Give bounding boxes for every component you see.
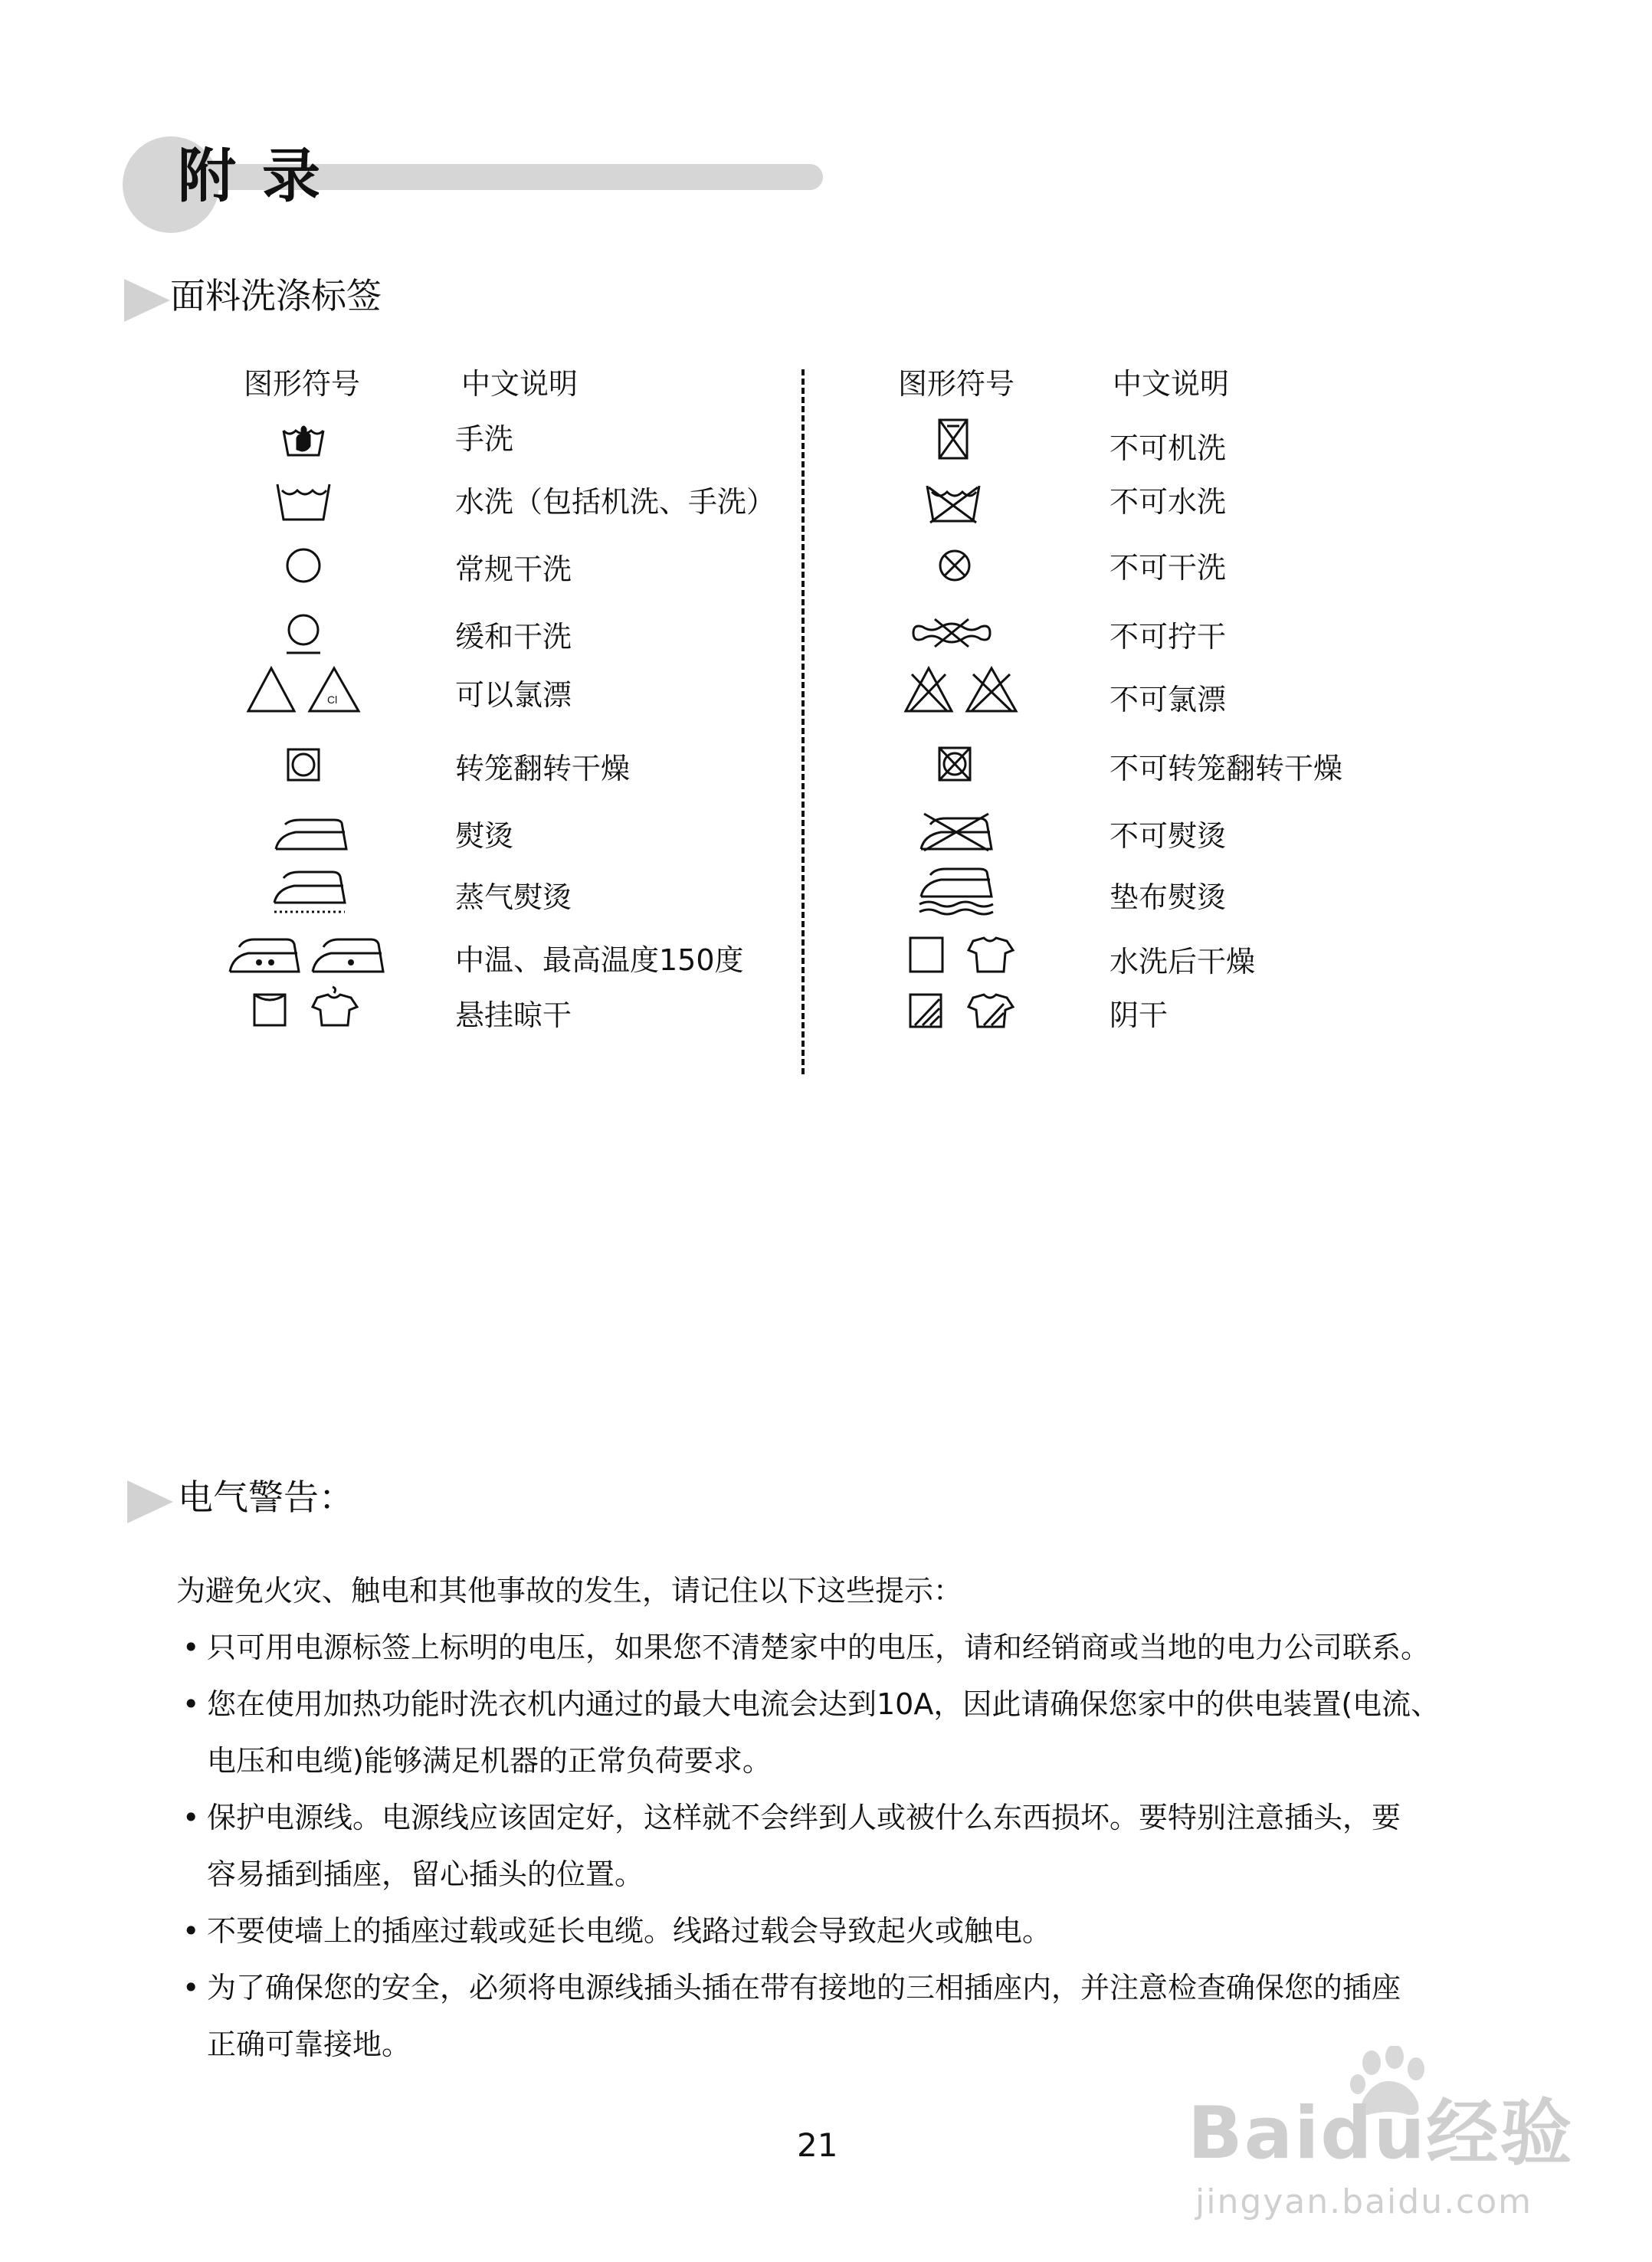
right-desc-10: 阴干 — [1110, 998, 1169, 1032]
page-title: 附录 — [178, 142, 346, 210]
section-arrow-icon — [124, 279, 170, 322]
left-desc-2: 水洗（包括机洗、手洗） — [455, 485, 776, 519]
no-wash-icon — [926, 484, 981, 524]
right-desc-1: 不可机洗 — [1110, 431, 1227, 465]
right-desc-2: 不可水洗 — [1110, 485, 1227, 519]
bullet-2-line-2: 电压和电缆)能够满足机器的正常负荷要求。 — [207, 1744, 772, 1778]
right-desc-4: 不可拧干 — [1110, 620, 1227, 654]
cl-label: Cl — [327, 693, 338, 706]
warning-intro: 为避免火灾、触电和其他事故的发生，请记住以下这些提示： — [176, 1574, 963, 1608]
bullet-icon: • — [182, 1687, 200, 1721]
left-symbol-header: 图形符号 — [244, 367, 361, 401]
gentle-dry-clean-icon — [285, 613, 322, 656]
bullet-3-line-2: 容易插到插座，留心插头的位置。 — [207, 1857, 644, 1891]
left-desc-5: 可以氯漂 — [455, 678, 572, 712]
hand-wash-icon — [282, 420, 325, 457]
wash-tub-icon — [276, 483, 331, 521]
bullet-2-line-1: 您在使用加热功能时洗衣机内通过的最大电流会达到10A，因此请确保您家中的供电装置(电流、 — [207, 1687, 1441, 1721]
dry-after-wash-icon — [909, 935, 1024, 975]
bullet-icon: • — [182, 1801, 200, 1834]
watermark-url: jingyan.baidu.com — [1195, 2182, 1533, 2221]
left-desc-8: 蒸气熨烫 — [455, 880, 572, 914]
tumble-dry-icon — [287, 748, 320, 782]
steam-iron-icon — [270, 869, 349, 915]
left-desc-6: 转笼翻转干燥 — [455, 752, 631, 785]
bullet-1-line-1: 只可用电源标签上标明的电压，如果您不清楚家中的电压，请和经销商或当地的电力公司联系。 — [207, 1631, 1431, 1664]
right-desc-3: 不可干洗 — [1110, 551, 1227, 585]
left-desc-header: 中文说明 — [461, 367, 579, 401]
right-desc-header: 中文说明 — [1113, 367, 1230, 401]
iron-medium-temp-icon — [228, 936, 386, 973]
watermark-brand: Baidu经验 — [1188, 2092, 1574, 2175]
left-desc-3: 常规干洗 — [455, 552, 572, 586]
cloth-iron-icon — [916, 866, 996, 916]
section-heading-electrical: 电气警告： — [178, 1477, 354, 1518]
bullet-icon: • — [182, 1631, 200, 1664]
dry-clean-circle-icon — [285, 547, 322, 584]
bullet-5-line-2: 正确可靠接地。 — [207, 2028, 411, 2061]
left-desc-10: 悬挂晾干 — [455, 998, 572, 1032]
right-symbol-header: 图形符号 — [898, 367, 1015, 401]
left-desc-4: 缓和干洗 — [455, 620, 572, 654]
bullet-4-line-1: 不要使墙上的插座过载或延长电缆。线路过载会导致起火或触电。 — [207, 1914, 1052, 1948]
section-arrow-icon — [127, 1480, 173, 1523]
shade-dry-icon — [909, 992, 1024, 1030]
left-desc-7: 熨烫 — [455, 819, 514, 853]
line-dry-icon — [253, 988, 368, 1028]
bullet-icon: • — [182, 1914, 200, 1948]
no-iron-icon — [916, 811, 996, 854]
left-desc-1: 手洗 — [455, 422, 514, 456]
right-desc-8: 垫布熨烫 — [1110, 880, 1227, 914]
iron-icon — [273, 817, 349, 851]
right-desc-7: 不可熨烫 — [1110, 819, 1227, 853]
right-desc-9: 水洗后干燥 — [1110, 945, 1256, 979]
page-number: 21 — [797, 2126, 838, 2164]
bleach-triangle-icon — [247, 667, 362, 713]
no-wring-icon — [912, 618, 992, 648]
no-bleach-icon — [904, 667, 1019, 713]
bullet-icon: • — [182, 1971, 200, 2005]
right-desc-5: 不可氯漂 — [1110, 683, 1227, 716]
bullet-5-line-1: 为了确保您的安全，必须将电源线插头插在带有接地的三相插座内，并注意检查确保您的插座 — [207, 1971, 1401, 2005]
right-desc-6: 不可转笼翻转干燥 — [1110, 752, 1343, 785]
no-dry-clean-icon — [938, 549, 972, 582]
left-desc-9: 中温、最高温度150度 — [455, 943, 744, 977]
no-tumble-dry-icon — [938, 746, 972, 782]
section-heading-laundry: 面料洗涤标签 — [170, 275, 382, 316]
bullet-3-line-1: 保护电源线。电源线应该固定好，这样就不会绊到人或被什么东西损坏。要特别注意插头，要 — [207, 1801, 1401, 1834]
no-machine-wash-icon — [938, 418, 969, 460]
column-divider — [801, 369, 805, 1074]
